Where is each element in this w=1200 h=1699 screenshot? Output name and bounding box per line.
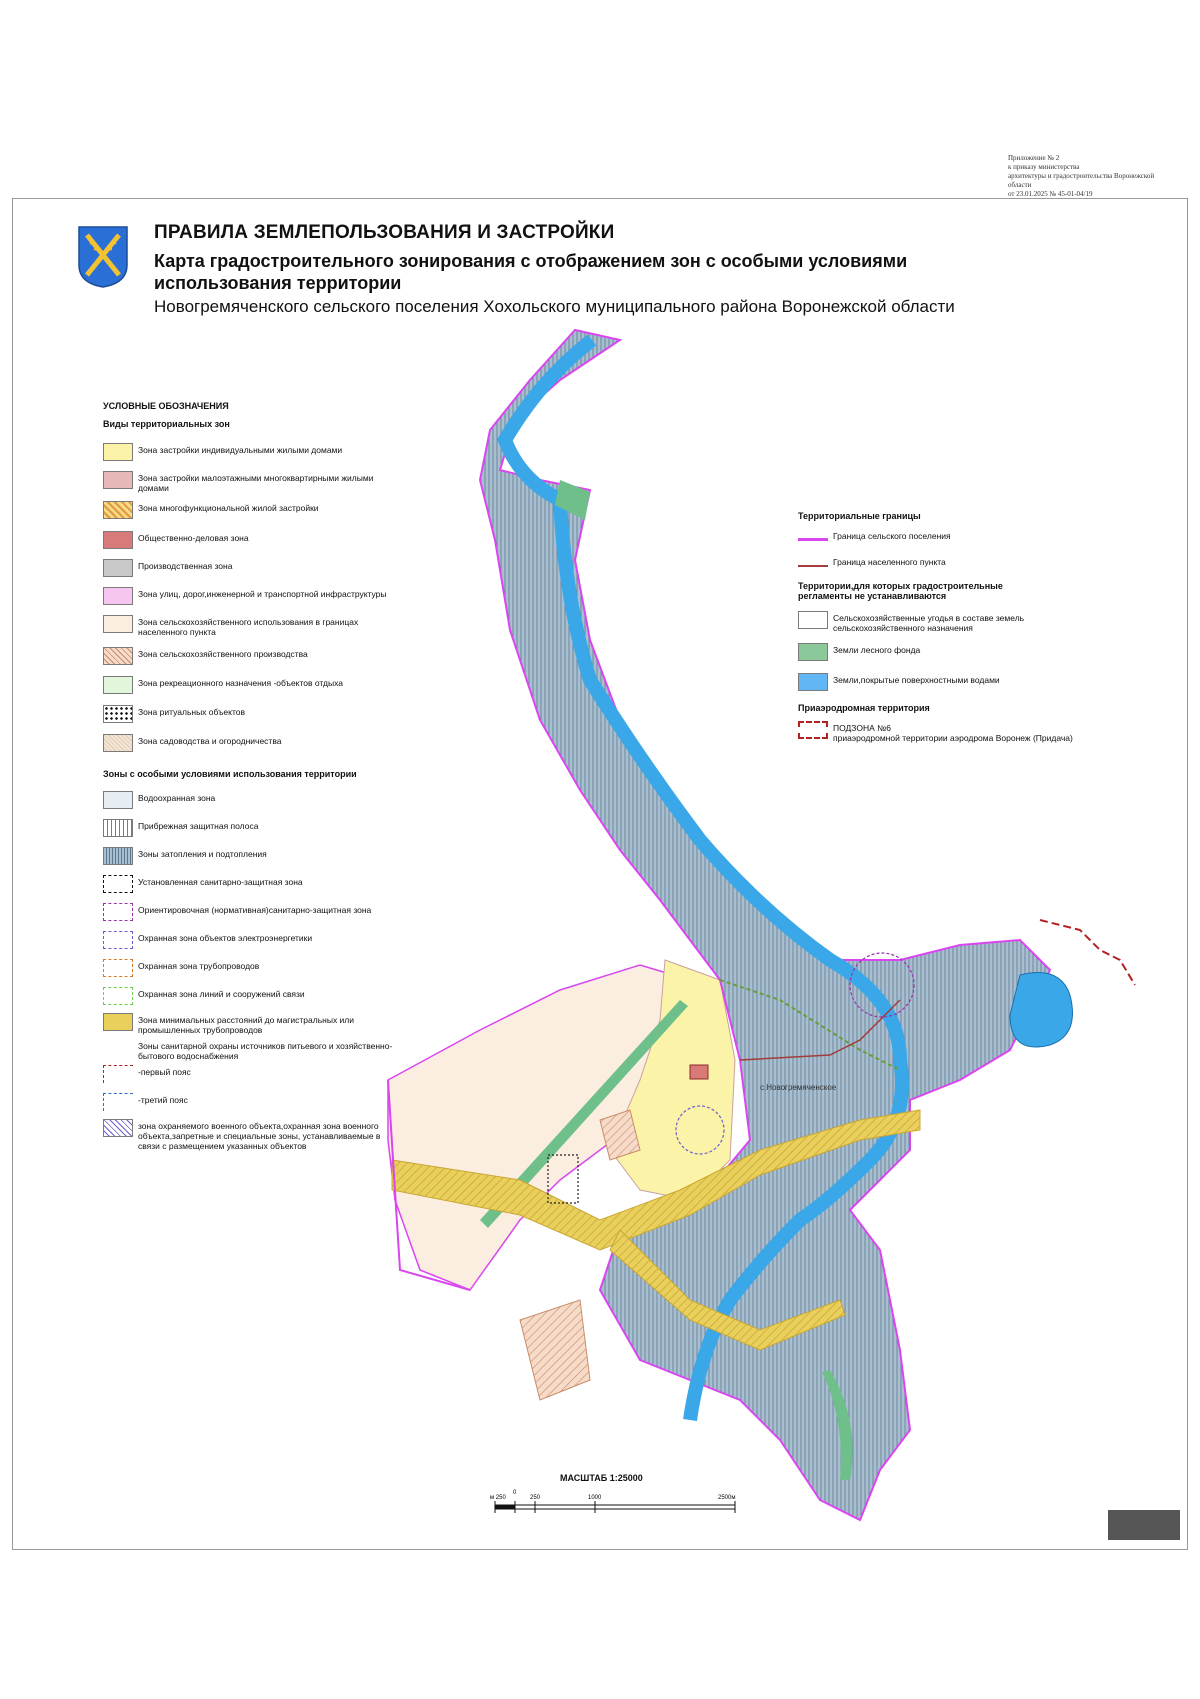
scale-tick: 1000 <box>588 1495 602 1501</box>
legend-item: Зона сельскохозяйственного производства <box>103 647 403 669</box>
legend-item: Общественно-деловая зона <box>103 531 403 553</box>
legend-item: Зона ритуальных объектов <box>103 705 403 727</box>
legend-item: Ориентировочная (нормативная)санитарно-защитная зона <box>103 903 403 925</box>
legend-item: Охранная зона линий и сооружений связи <box>103 987 403 1009</box>
page-subtitle: Карта градостроительного зонирования с отображением зон с особыми условиями использования территории <box>154 251 908 293</box>
legend-item: Граница сельского поселения <box>798 529 1098 551</box>
legend-item: Зона улиц, дорог,инженерной и транспортной инфраструктуры <box>103 587 403 609</box>
approval-stamp-icon <box>1108 1510 1180 1540</box>
legend-item: Прибрежная защитная полоса <box>103 819 403 841</box>
legend-special-heading: Зоны с особыми условиями использования территории <box>103 769 357 779</box>
legend-item: Зона застройки индивидуальными жилыми домами <box>103 443 403 465</box>
legend-item: Зона минимальных расстояний до магистральных или промышленных трубопроводов <box>103 1013 403 1035</box>
agri-production <box>520 1300 590 1400</box>
scale-tick: м 250 <box>490 1495 506 1501</box>
airport-title: ПОДЗОНА №6 <box>833 723 891 733</box>
appendix-line: архитектуры и градостроительства Воронежской <box>1008 172 1155 180</box>
legend-item: Зона садоводства и огородничества <box>103 734 403 756</box>
legend-item: Охранная зона трубопроводов <box>103 959 403 981</box>
settlement-name: Новогремяченского сельского поселения Хохольского муниципального района Воронежской области <box>154 297 955 316</box>
lake <box>1010 973 1073 1048</box>
appendix-line: Приложение № 2 <box>1008 154 1060 162</box>
scale-bar <box>490 1473 750 1523</box>
legend-item: Сельскохозяйственные угодья в составе земель сельскохозяйственного назначения <box>798 611 1098 637</box>
legend-item: -первый пояс <box>103 1065 403 1087</box>
scale-title: МАСШТАБ 1:25000 <box>560 1473 643 1483</box>
borders-heading: Территориальные границы <box>798 511 921 521</box>
legend-item: зона охраняемого военного объекта,охранная зона военного объекта,запретные и специальные зоны, устанавливаемые в связи с размещением указанных объектов <box>103 1119 403 1159</box>
airport-text: приаэродромной территории аэродрома Воронеж (Придача) <box>833 733 1073 743</box>
appendix-line: области <box>1008 181 1032 189</box>
legend-item <box>798 721 1098 747</box>
legend-item: Зона сельскохозяйственного использования в границах населенного пункта <box>103 615 403 637</box>
scale-tick: 250 <box>530 1495 541 1501</box>
legend-zones-heading: Виды территориальных зон <box>103 419 230 429</box>
appendix-line: от 23.01.2025 № 45-01-04/19 <box>1008 190 1093 198</box>
legend-item: Производственная зона <box>103 559 403 581</box>
legend-item: Земли,покрытые поверхностными водами <box>798 673 1098 695</box>
legend-item: Водоохранная зона <box>103 791 403 813</box>
scale-tick: 0 <box>513 1490 517 1496</box>
airport-heading: Приаэродромная территория <box>798 703 930 713</box>
village-label: с.Новогремяченское <box>760 1083 837 1092</box>
legend-item: Зоны затопления и подтопления <box>103 847 403 869</box>
legend-item: Установленная санитарно-защитная зона <box>103 875 403 897</box>
legend-item: Зона рекреационного назначения -объектов отдыха <box>103 676 403 698</box>
legend-item: Граница населенного пункта <box>798 555 1098 577</box>
legend-water-heading: Зоны санитарной охраны источников питьевого и хозяйственно-бытового водоснабжения <box>138 1041 393 1061</box>
page-title: ПРАВИЛА ЗЕМЛЕПОЛЬЗОВАНИЯ И ЗАСТРОЙКИ <box>154 222 615 243</box>
legend-item: -третий пояс <box>103 1093 403 1115</box>
legend-item: Земли лесного фонда <box>798 643 1098 665</box>
legend-item: Зона многофункциональной жилой застройки <box>103 501 403 523</box>
scale-tick: 2500м <box>718 1495 736 1501</box>
scale-ruler <box>490 1485 750 1525</box>
legend-item: Зона застройки малоэтажными многоквартирными жилыми домами <box>103 471 403 493</box>
legend-item: Охранная зона объектов электроэнергетики <box>103 931 403 953</box>
legend-heading: УСЛОВНЫЕ ОБОЗНАЧЕНИЯ <box>103 401 229 411</box>
appendix-line: к приказу министерства <box>1008 163 1080 171</box>
public-zone <box>690 1065 708 1079</box>
noreg-heading: Территории,для которых градостроительные регламенты не устанавливаются <box>798 581 1003 601</box>
